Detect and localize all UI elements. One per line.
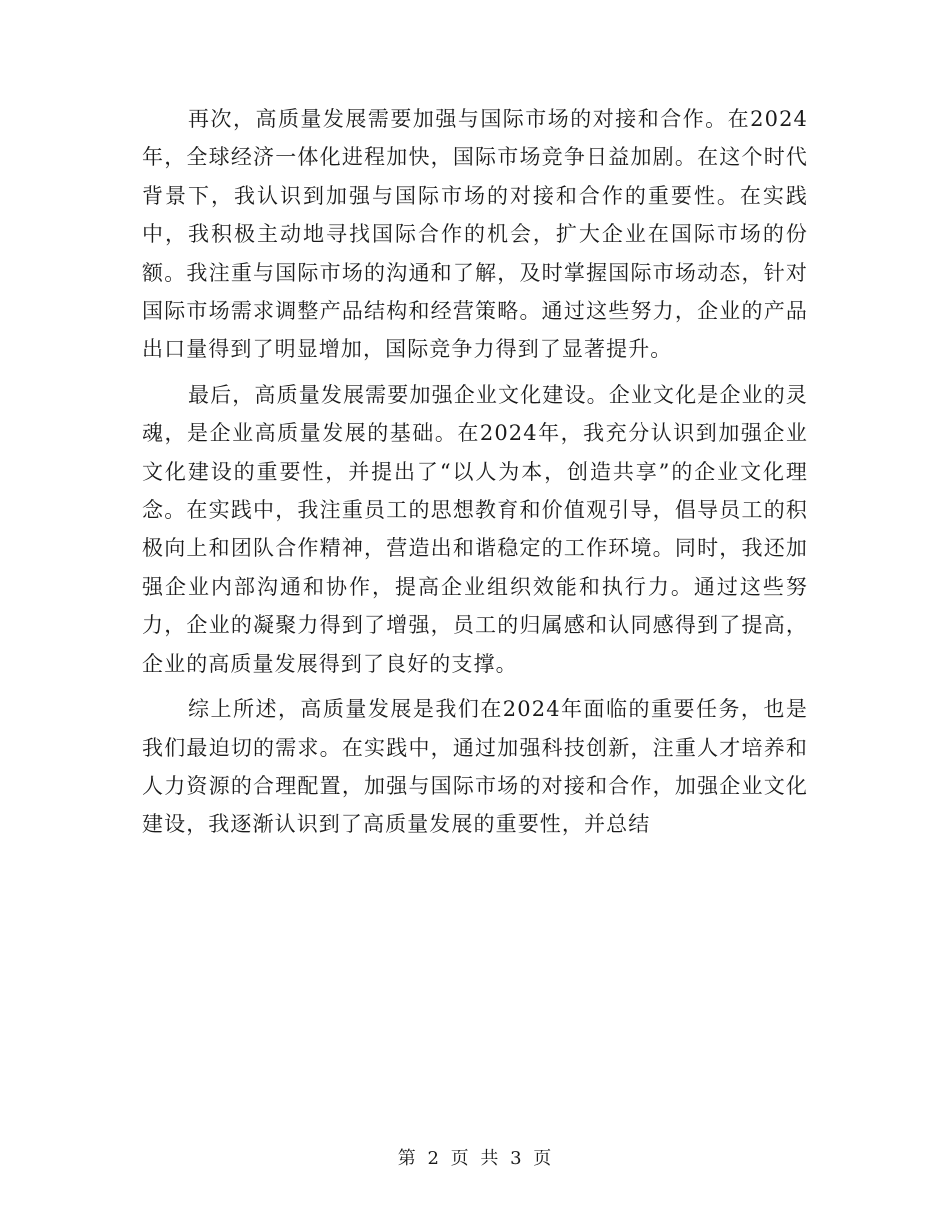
paragraph-summary: 综上所述，高质量发展是我们在2024年面临的重要任务，也是我们最迫切的需求。在实践中，通过加强科技创新，注重人才培养和人力资源的合理配置，加强与国际市场的对接和合作，加强企业文化建设，我逐渐认识到了高质量发展的重要性，并总结 <box>142 697 808 837</box>
document-body <box>142 100 808 851</box>
page-number-footer: 第 2 页 共 3 页 <box>397 1148 553 1169</box>
paragraph-corporate-culture: 最后，高质量发展需要加强企业文化建设。企业文化是企业的灵魂，是企业高质量发展的基础。在2024年，我充分认识到加强企业文化建设的重要性，并提出了“以人为本，创造共享”的企业文化理念。在实践中，我注重员工的思想教育和价值观引导，倡导员工的积极向上和团队合作精神，营造出和谐稳定的工作环境。同时，我还加强企业内部沟通和协作，提高企业组织效能和执行力。通过这些努力，企业的凝聚力得到了增强，员工的归属感和认同感得到了提高，企业的高质量发展得到了良好的支撑。 <box>142 382 808 676</box>
paragraph-international-cooperation: 再次，高质量发展需要加强与国际市场的对接和合作。在2024年，全球经济一体化进程加快，国际市场竞争日益加剧。在这个时代背景下，我认识到加强与国际市场的对接和合作的重要性。在实践中，我积极主动地寻找国际合作的机会，扩大企业在国际市场的份额。我注重与国际市场的沟通和了解，及时掌握国际市场动态，针对国际市场需求调整产品结构和经营策略。通过这些努力，企业的产品出口量得到了明显增加，国际竞争力得到了显著提升。 <box>142 107 808 362</box>
